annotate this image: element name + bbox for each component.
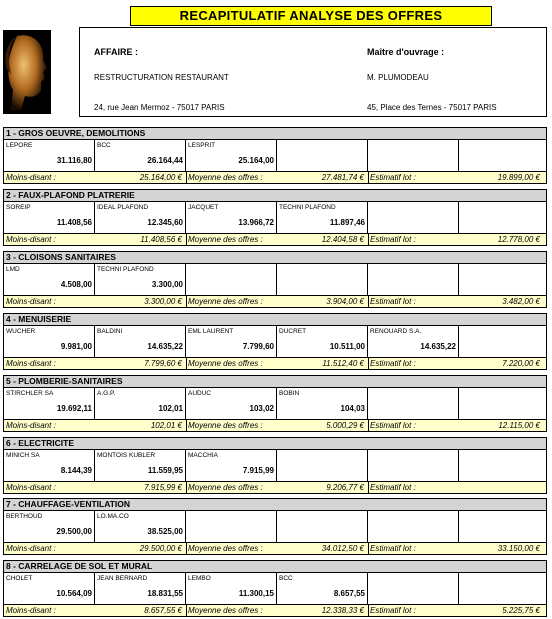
affaire-name: RESTRUCTURATION RESTAURANT — [94, 73, 229, 82]
lot-title: 8 - CARRELAGE DE SOL ET MURAL — [3, 560, 547, 573]
offer-cell — [186, 450, 277, 481]
estimatif-label: Estimatif lot : — [370, 297, 416, 306]
lot-section — [3, 127, 547, 186]
offer-amount: 7.799,60 — [242, 342, 274, 351]
offer-cell — [95, 511, 186, 542]
offer-cell — [95, 202, 186, 233]
summary-divider — [186, 296, 187, 307]
offer-company-name: LO.MA.CO — [97, 513, 129, 520]
moyenne-value: 5.000,29 € — [326, 421, 364, 430]
offer-cell — [277, 140, 368, 171]
offer-cell — [186, 388, 277, 419]
offer-company-name: BOBIN — [279, 390, 300, 397]
offer-cell — [95, 450, 186, 481]
moyenne-value: 11.512,40 € — [322, 359, 364, 368]
offer-cell — [186, 511, 277, 542]
offer-amount: 11.300,15 — [238, 589, 274, 598]
summary-divider — [368, 172, 369, 183]
offer-cell — [368, 388, 459, 419]
offer-cell — [459, 450, 550, 481]
offer-amount: 11.408,56 — [56, 218, 92, 227]
offer-company-name: CHOLET — [6, 575, 33, 582]
lot-section — [3, 313, 547, 372]
estimatif-label: Estimatif lot : — [370, 544, 416, 553]
offer-company-name: TECHNI PLAFOND — [279, 204, 336, 211]
offer-amount: 18.831,55 — [147, 589, 183, 598]
summary-divider — [368, 420, 369, 431]
summary-divider — [368, 605, 369, 616]
lot-section — [3, 498, 547, 557]
estimatif-label: Estimatif lot : — [370, 235, 416, 244]
lot-summary-row — [3, 357, 547, 370]
summary-divider — [368, 296, 369, 307]
estimatif-value: 33.150,00 € — [497, 544, 540, 553]
offer-cell — [4, 511, 95, 542]
offers-row — [3, 388, 547, 419]
lot-section — [3, 189, 547, 248]
offer-company-name: LESPRIT — [188, 142, 216, 149]
affaire-address: 24, rue Jean Mermoz - 75017 PARIS — [94, 103, 225, 112]
offer-amount: 8.657,55 — [333, 589, 365, 598]
summary-divider — [186, 543, 187, 554]
moins-disant-value: 3.300,00 € — [144, 297, 182, 306]
offer-company-name: EML LAURENT — [188, 328, 234, 335]
lot-title: 7 - CHAUFFAGE-VENTILATION — [3, 498, 547, 511]
moyenne-label: Moyenne des offres : — [188, 544, 263, 553]
offer-cell — [368, 264, 459, 295]
offer-cell — [277, 573, 368, 604]
offer-cell — [186, 264, 277, 295]
estimatif-value: 5.225,75 € — [502, 606, 540, 615]
lot-title: 1 - GROS OEUVRE, DEMOLITIONS — [3, 127, 547, 140]
offer-amount: 3.300,00 — [151, 280, 183, 289]
moa-address: 45, Place des Ternes - 75017 PARIS — [367, 103, 497, 112]
summary-divider — [368, 482, 369, 493]
lot-summary-row — [3, 171, 547, 184]
lot-title: 2 - FAUX-PLAFOND PLATRERIE — [3, 189, 547, 202]
offer-cell — [95, 326, 186, 357]
offers-row — [3, 264, 547, 295]
offer-company-name: BALDINI — [97, 328, 123, 335]
lot-summary-row — [3, 481, 547, 494]
lot-summary-row — [3, 295, 547, 308]
offer-cell — [4, 388, 95, 419]
summary-divider — [186, 420, 187, 431]
summary-divider — [186, 172, 187, 183]
moins-disant-value: 29.500,00 € — [139, 544, 182, 553]
estimatif-value: 12.778,00 € — [497, 235, 540, 244]
offer-amount: 11.897,46 — [329, 218, 365, 227]
moins-disant-value: 25.164,00 € — [139, 173, 182, 182]
portrait-photo — [3, 30, 51, 114]
moyenne-label: Moyenne des offres : — [188, 359, 263, 368]
affaire-header — [79, 27, 547, 117]
document-title: RECAPITULATIF ANALYSE DES OFFRES — [130, 6, 492, 26]
offer-amount: 12.345,60 — [147, 218, 183, 227]
moins-disant-label: Moins-disant : — [6, 297, 56, 306]
offer-cell — [4, 140, 95, 171]
moins-disant-value: 11.408,56 € — [140, 235, 182, 244]
summary-divider — [186, 358, 187, 369]
offer-cell — [368, 140, 459, 171]
offer-company-name: LEMBO — [188, 575, 211, 582]
offer-amount: 9.981,00 — [60, 342, 92, 351]
offer-cell — [95, 264, 186, 295]
estimatif-value: 12.115,00 € — [498, 421, 540, 430]
offer-company-name: LEPORE — [6, 142, 33, 149]
offer-cell — [368, 450, 459, 481]
offer-amount: 7.915,99 — [242, 466, 274, 475]
moins-disant-label: Moins-disant : — [6, 173, 56, 182]
moins-disant-label: Moins-disant : — [6, 421, 56, 430]
offer-amount: 4.508,00 — [60, 280, 92, 289]
offer-cell — [95, 388, 186, 419]
offer-amount: 38.525,00 — [147, 527, 183, 536]
moyenne-value: 9.206,77 € — [326, 483, 364, 492]
lot-summary-row — [3, 542, 547, 555]
offers-row — [3, 511, 547, 542]
offer-cell — [186, 202, 277, 233]
moins-disant-value: 8.657,55 € — [144, 606, 182, 615]
offer-company-name: MONTOIS KUBLER — [97, 452, 156, 459]
offer-cell — [368, 511, 459, 542]
moyenne-label: Moyenne des offres : — [188, 606, 263, 615]
offer-company-name: TECHNI PLAFOND — [97, 266, 154, 273]
lot-section — [3, 560, 547, 619]
offer-company-name: SOREIP — [6, 204, 31, 211]
offer-cell — [459, 140, 550, 171]
offer-amount: 10.564,09 — [56, 589, 92, 598]
offer-amount: 11.559,95 — [147, 466, 183, 475]
offer-amount: 102,01 — [158, 404, 183, 413]
estimatif-label: Estimatif lot : — [370, 173, 416, 182]
estimatif-value: 19.899,00 € — [497, 173, 540, 182]
moyenne-label: Moyenne des offres : — [188, 235, 263, 244]
lot-title: 6 - ELECTRICITE — [3, 437, 547, 450]
offer-amount: 29.500,00 — [56, 527, 92, 536]
moins-disant-label: Moins-disant : — [6, 483, 56, 492]
moyenne-value: 27.481,74 € — [321, 173, 364, 182]
moins-disant-label: Moins-disant : — [6, 235, 56, 244]
moyenne-label: Moyenne des offres : — [188, 421, 263, 430]
offer-company-name: STIRCHLER SA — [6, 390, 54, 397]
estimatif-label: Estimatif lot : — [370, 421, 416, 430]
offer-cell — [459, 388, 550, 419]
moyenne-label: Moyenne des offres : — [188, 297, 263, 306]
moa-name: M. PLUMODEAU — [367, 73, 429, 82]
offers-row — [3, 140, 547, 171]
offer-cell — [368, 326, 459, 357]
estimatif-label: Estimatif lot : — [370, 359, 416, 368]
offer-cell — [277, 264, 368, 295]
offer-amount: 14.635,22 — [420, 342, 456, 351]
moa-label: Maître d'ouvrage : — [367, 47, 445, 57]
offer-company-name: MACCHIA — [188, 452, 218, 459]
offer-cell — [368, 202, 459, 233]
offer-company-name: A.G.P. — [97, 390, 116, 397]
portrait-image — [3, 30, 51, 114]
offer-cell — [459, 326, 550, 357]
offer-amount: 25.164,00 — [238, 156, 274, 165]
offer-cell — [95, 573, 186, 604]
moins-disant-value: 7.799,60 € — [144, 359, 182, 368]
offer-cell — [186, 326, 277, 357]
offer-company-name: JACQUET — [188, 204, 219, 211]
moyenne-value: 12.404,58 € — [321, 235, 364, 244]
lot-title: 3 - CLOISONS SANITAIRES — [3, 251, 547, 264]
offer-cell — [368, 573, 459, 604]
summary-divider — [186, 605, 187, 616]
offer-cell — [4, 264, 95, 295]
lot-summary-row — [3, 604, 547, 617]
offer-company-name: RENOUARD S.A. — [370, 328, 422, 335]
lot-section — [3, 437, 547, 496]
affaire-label: AFFAIRE : — [94, 47, 138, 57]
offer-amount: 26.164,44 — [147, 156, 183, 165]
lot-section — [3, 375, 547, 434]
offer-cell — [459, 511, 550, 542]
offer-amount: 19.692,11 — [56, 404, 92, 413]
offers-row — [3, 450, 547, 481]
offer-amount: 13.966,72 — [238, 218, 274, 227]
offer-cell — [4, 202, 95, 233]
summary-divider — [186, 482, 187, 493]
moyenne-value: 12.338,33 € — [321, 606, 364, 615]
offer-company-name: MINICH SA — [6, 452, 40, 459]
offer-company-name: JEAN BERNARD — [97, 575, 148, 582]
moins-disant-value: 102,01 € — [150, 421, 182, 430]
estimatif-label: Estimatif lot : — [370, 483, 416, 492]
offer-cell — [277, 388, 368, 419]
offer-amount: 10.511,00 — [329, 342, 365, 351]
estimatif-value: 3.482,00 € — [502, 297, 540, 306]
moins-disant-label: Moins-disant : — [6, 606, 56, 615]
offer-company-name: AUDUC — [188, 390, 212, 397]
offer-cell — [186, 140, 277, 171]
offer-company-name: IDEAL PLAFOND — [97, 204, 149, 211]
offer-cell — [277, 450, 368, 481]
offer-cell — [277, 511, 368, 542]
summary-divider — [368, 543, 369, 554]
offer-cell — [186, 573, 277, 604]
offer-cell — [277, 326, 368, 357]
offer-company-name: DUCRET — [279, 328, 307, 335]
offer-company-name: WUCHER — [6, 328, 36, 335]
summary-divider — [368, 234, 369, 245]
lot-summary-row — [3, 419, 547, 432]
offer-cell — [4, 450, 95, 481]
lot-title: 5 - PLOMBERIE-SANITAIRES — [3, 375, 547, 388]
offer-amount: 31.116,80 — [56, 156, 92, 165]
offers-row — [3, 573, 547, 604]
offer-amount: 14.635,22 — [147, 342, 183, 351]
offer-cell — [277, 202, 368, 233]
offer-company-name: BERTHOUD — [6, 513, 43, 520]
offer-cell — [4, 573, 95, 604]
estimatif-label: Estimatif lot : — [370, 606, 416, 615]
offer-amount: 8.144,39 — [60, 466, 92, 475]
lot-summary-row — [3, 233, 547, 246]
lot-title: 4 - MENUISERIE — [3, 313, 547, 326]
offer-cell — [459, 264, 550, 295]
offer-company-name: LMD — [6, 266, 20, 273]
offers-row — [3, 326, 547, 357]
offer-cell — [4, 326, 95, 357]
moyenne-value: 34.012,50 € — [321, 544, 364, 553]
offer-cell — [459, 202, 550, 233]
offer-cell — [459, 573, 550, 604]
lot-section — [3, 251, 547, 310]
offer-company-name: BCC — [279, 575, 293, 582]
summary-divider — [186, 234, 187, 245]
offer-company-name: BCC — [97, 142, 111, 149]
offer-amount: 104,03 — [340, 404, 365, 413]
estimatif-value: 7.220,00 € — [502, 359, 540, 368]
moins-disant-value: 7.915,99 € — [144, 483, 182, 492]
summary-divider — [368, 358, 369, 369]
moyenne-label: Moyenne des offres : — [188, 483, 263, 492]
offer-amount: 103,02 — [249, 404, 274, 413]
moins-disant-label: Moins-disant : — [6, 359, 56, 368]
offers-row — [3, 202, 547, 233]
moyenne-value: 3.904,00 € — [326, 297, 364, 306]
moyenne-label: Moyenne des offres : — [188, 173, 263, 182]
offer-cell — [95, 140, 186, 171]
moins-disant-label: Moins-disant : — [6, 544, 56, 553]
